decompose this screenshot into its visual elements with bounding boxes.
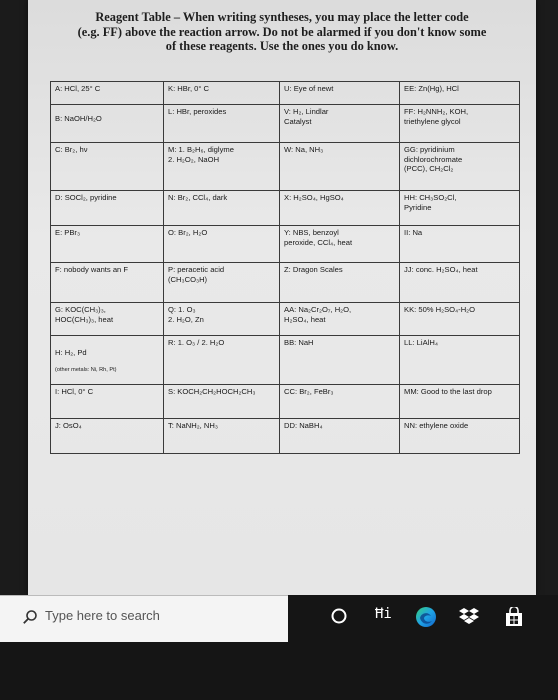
reagent-T: T: NaNH₂, NH₃ (164, 419, 280, 454)
table-row (51, 191, 520, 226)
reagent-Z: Z: Dragon Scales (280, 263, 400, 303)
reagent-G: G: KOC(CH₃)₃, HOC(CH₃)₃, heat (51, 303, 164, 336)
reagent-N: N: Br₂, CCl₄, dark (164, 191, 280, 226)
reagent-H-note: (other metals: Ni, Rh, Pt) (55, 366, 117, 373)
search-placeholder: Type here to search (45, 608, 160, 623)
reagent-I: I: HCl, 0° C (51, 385, 164, 419)
cortana-circle-icon[interactable] (330, 607, 348, 625)
reagent-KK: KK: 50% H₂SO₄-H₂O (400, 303, 520, 336)
reagent-X: X: H₂SO₄, HgSO₄ (280, 191, 400, 226)
reagent-Y: Y: NBS, benzoyl peroxide, CCl₄, heat (280, 226, 400, 263)
table-row (51, 105, 520, 143)
reagent-DD: DD: NaBH₄ (280, 419, 400, 454)
reagent-A: A: HCl, 25° C (51, 82, 164, 105)
reagent-B: B: NaOH/H₂O (51, 105, 164, 143)
reagent-Q: Q: 1. O₃ 2. H₂O, Zn (164, 303, 280, 336)
table-row (51, 419, 520, 454)
reagent-II: II: Na (400, 226, 520, 263)
document-heading (28, 10, 536, 54)
reagent-H: H: H₂, Pd (55, 347, 87, 357)
heading-line-2: (e.g. FF) above the reaction arrow. Do not be alarmed if you don't know some (77, 24, 487, 39)
reagent-MM: MM: Good to the last drop (400, 385, 520, 419)
reagent-HH: HH: CH₃SO₂Cl, Pyridine (400, 191, 520, 226)
reagent-JJ: JJ: conc. H₂SO₄, heat (400, 263, 520, 303)
reagent-S: S: KOCH₂CH₂HOCH₂CH₃ (164, 385, 280, 419)
table-row (51, 82, 520, 105)
reagent-L: L: HBr, peroxides (164, 105, 280, 143)
reagent-P: P: peracetic acid (CH₃CO₃H) (164, 263, 280, 303)
table-row (51, 263, 520, 303)
reagent-E: E: PBr₃ (51, 226, 164, 263)
document-page (28, 0, 536, 595)
heading-line-3: of these reagents. Use the ones you do know. (165, 39, 399, 54)
reagent-K: K: HBr, 0° C (164, 82, 280, 105)
reagent-R: R: 1. O₃ / 2. H₂O (164, 336, 280, 385)
reagent-M: M: 1. B₂H₆, diglyme 2. H₂O₂, NaOH (164, 143, 280, 191)
windows-taskbar (0, 595, 558, 700)
taskbar-search-box[interactable] (0, 595, 288, 642)
task-view-icon[interactable]: Ħi (375, 606, 392, 622)
reagent-V: V: H₂, Lindlar Catalyst (280, 105, 400, 143)
reagent-AA: AA: Na₂Cr₂O₇, H₂O, H₂SO₄, heat (280, 303, 400, 336)
reagent-U: U: Eye of newt (280, 82, 400, 105)
reagent-BB: BB: NaH (280, 336, 400, 385)
table-row (51, 303, 520, 336)
reagent-C: C: Br₂, hν (51, 143, 164, 191)
table-row (51, 336, 520, 385)
reagent-J: J: OsO₄ (51, 419, 164, 454)
reagent-O: O: Br₂, H₂O (164, 226, 280, 263)
reagent-FF: FF: H₂NNH₂, KOH, triethylene glycol (400, 105, 520, 143)
reagent-H-cell (51, 336, 164, 385)
reagent-NN: NN: ethylene oxide (400, 419, 520, 454)
table-row (51, 226, 520, 263)
reagent-D: D: SOCl₂, pyridine (51, 191, 164, 226)
edge-icon[interactable] (414, 605, 438, 629)
reagent-GG: GG: pyridinium dichlorochromate (PCC), CH₂Cl₂ (400, 143, 520, 191)
search-icon (22, 609, 38, 625)
reagent-LL: LL: LiAlH₄ (400, 336, 520, 385)
heading-line-1: Reagent Table – When writing syntheses, you may place the letter code (95, 10, 469, 24)
table-row (51, 385, 520, 419)
reagent-CC: CC: Br₂, FeBr₃ (280, 385, 400, 419)
reagent-F: F: nobody wants an F (51, 263, 164, 303)
dropbox-icon[interactable] (459, 607, 479, 625)
table-row (51, 143, 520, 191)
reagent-table (50, 81, 520, 454)
reagent-W: W: Na, NH₃ (280, 143, 400, 191)
reagent-EE: EE: Zn(Hg), HCl (400, 82, 520, 105)
store-icon[interactable] (505, 607, 523, 627)
